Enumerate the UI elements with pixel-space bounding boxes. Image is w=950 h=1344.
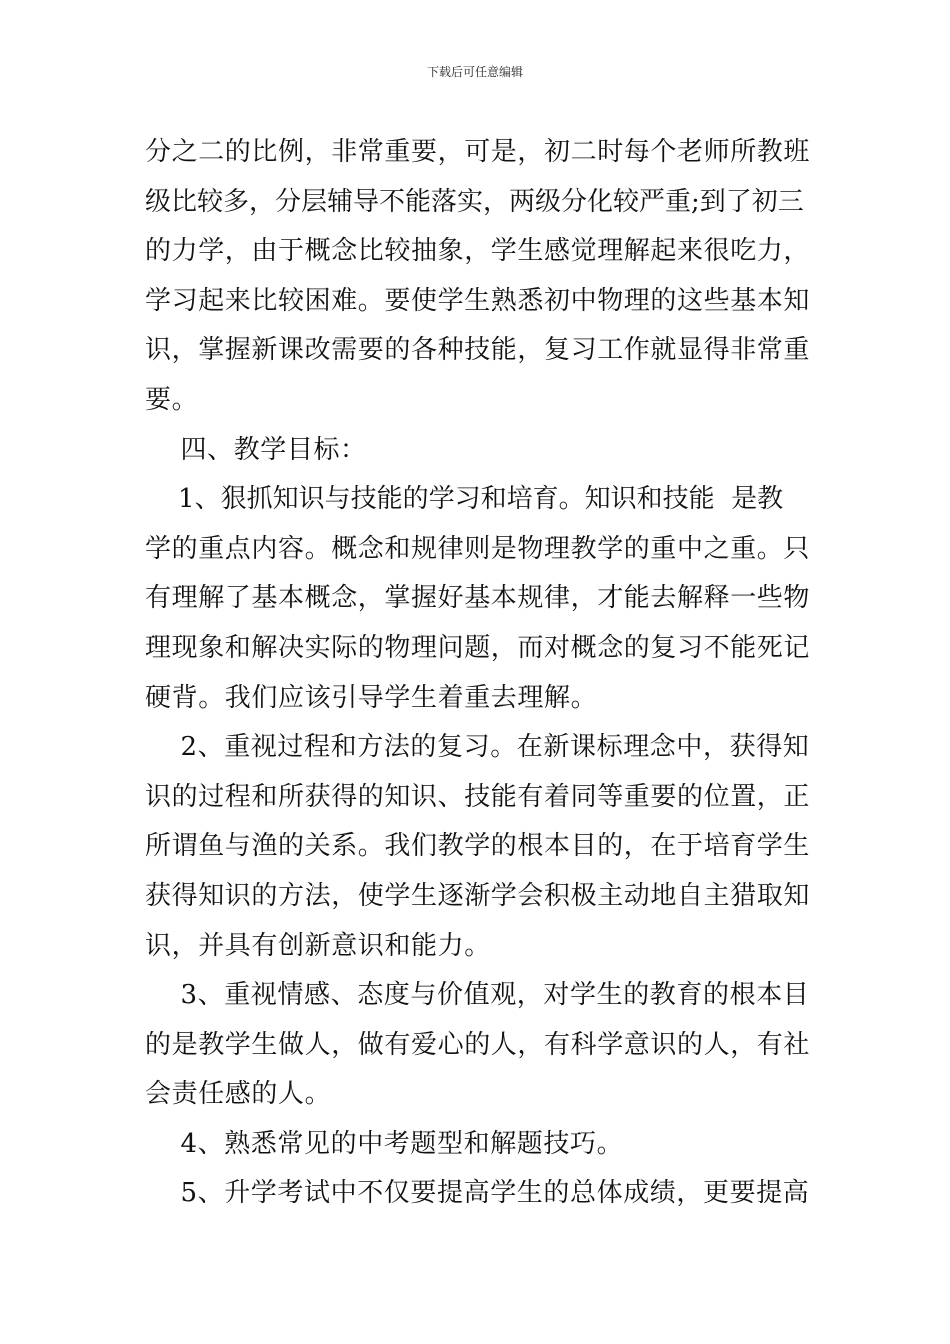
text-line: 2、重视过程和方法的复习。在新课标理念中，获得知 [145, 732, 810, 763]
text-line: 所谓鱼与渔的关系。我们教学的根本目的，在于培育学生 [145, 831, 811, 862]
text-line: 4、熟悉常见的中考题型和解题技巧。 [145, 1128, 624, 1159]
text-line: 硬背。我们应该引导学生着重去理解。 [145, 682, 598, 713]
text-line: 1、狠抓知识与技能的学习和培育。知识和技能 是教 [145, 484, 784, 515]
text-line: 分之二的比例，非常重要，可是，初二时每个老师所教班 [145, 137, 811, 167]
text-line: 识的过程和所获得的知识、技能有着同等重要的位置，正 [145, 781, 811, 812]
text-line: 学的重点内容。概念和规律则是物理教学的重中之重。只 [145, 533, 811, 564]
text-line: 识，掌握新课改需要的各种技能，复习工作就显得非常重 [145, 335, 811, 366]
document-body [145, 128, 815, 1219]
text-line: 的力学，由于概念比较抽象，学生感觉理解起来很吃力， [145, 236, 811, 267]
text-line: 有理解了基本概念，掌握好基本规律，才能去解释一些物 [145, 583, 811, 614]
text-line: 理现象和解决实际的物理问题，而对概念的复习不能死记 [145, 632, 811, 663]
text-line: 识，并具有创新意识和能力。 [145, 930, 491, 961]
page-header: 下载后可任意编辑 [426, 65, 523, 79]
text-line: 5、升学考试中不仅要提高学生的总体成绩，更要提高 [145, 1178, 810, 1209]
text-line: 级比较多，分层辅导不能落实，两级分化较严重;到了初三 [145, 186, 804, 217]
section-heading: 四、教学目标： [145, 434, 367, 465]
text-line: 的是教学生做人，做有爱心的人，有科学意识的人，有社 [145, 1029, 811, 1060]
text-line: 获得知识的方法，使学生逐渐学会积极主动地自主猎取知 [145, 880, 811, 911]
text-line: 学习起来比较困难。要使学生熟悉初中物理的这些基本知 [145, 285, 811, 316]
text-line: 会责任感的人。 [145, 1079, 332, 1110]
text-line: 3、重视情感、态度与价值观，对学生的教育的根本目 [145, 980, 810, 1011]
text-line: 要。 [145, 384, 199, 415]
